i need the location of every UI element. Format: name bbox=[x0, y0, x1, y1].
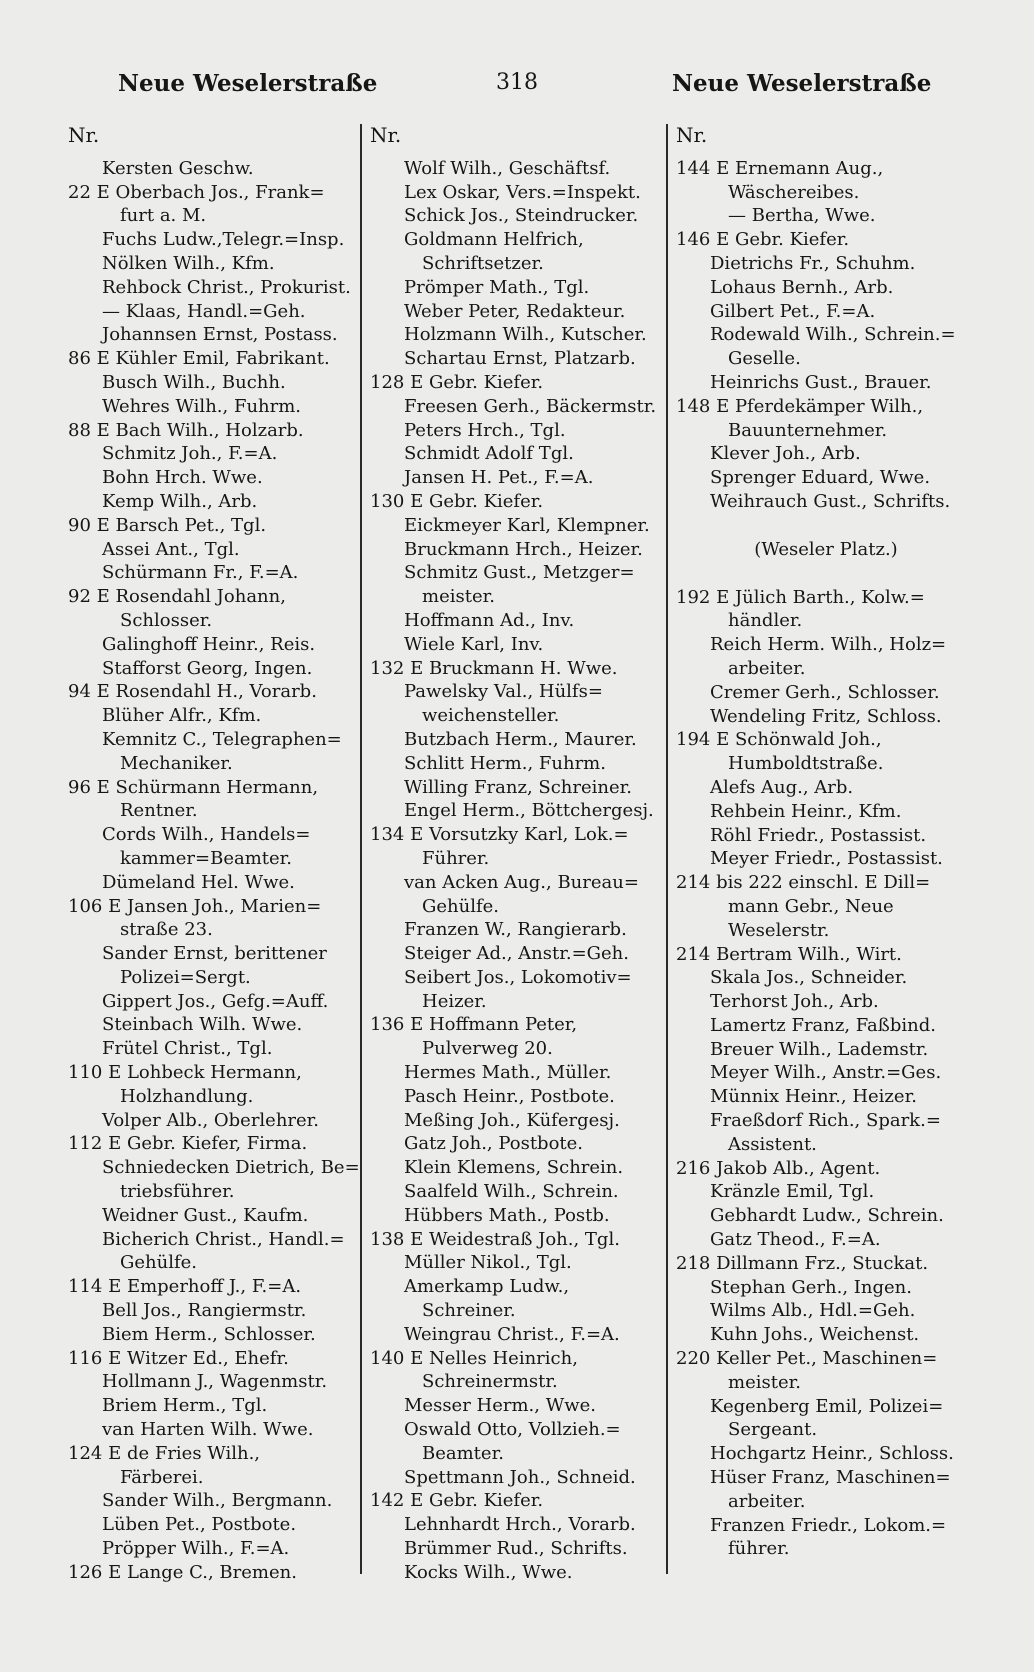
resident-entry: Assei Ant., Tgl. bbox=[102, 538, 240, 560]
entry-continuation: führer. bbox=[728, 1538, 790, 1560]
entry-continuation: triebsführer. bbox=[120, 1181, 235, 1203]
entry-continuation: Gehülfe. bbox=[422, 895, 500, 917]
resident-entry: Lüben Pet., Postbote. bbox=[102, 1514, 297, 1536]
resident-entry: Schürmann Fr., F.=A. bbox=[102, 562, 299, 584]
entry-continuation: Polizei=Sergt. bbox=[120, 966, 251, 988]
resident-entry: Bohn Hrch. Wwe. bbox=[102, 467, 263, 489]
resident-entry: Willing Franz, Schreiner. bbox=[404, 776, 633, 798]
resident-entry: Rodewald Wilh., Schrein.= bbox=[710, 324, 956, 346]
entry-continuation: Holzhandlung. bbox=[120, 1085, 254, 1107]
resident-entry: Volper Alb., Oberlehrer. bbox=[102, 1109, 320, 1131]
resident-entry: Lehnhardt Hrch., Vorarb. bbox=[404, 1514, 636, 1536]
entry-continuation: Humboldtstraße. bbox=[728, 753, 884, 775]
house-entry: 192 E Jülich Barth., Kolw.= bbox=[676, 586, 925, 608]
resident-entry: Sander Wilh., Bergmann. bbox=[102, 1490, 333, 1512]
house-entry: (Weseler Platz.) bbox=[754, 538, 898, 560]
resident-entry: van Harten Wilh. Wwe. bbox=[102, 1419, 314, 1441]
resident-entry: Lohaus Bernh., Arb. bbox=[710, 276, 894, 298]
resident-entry: Rehbock Christ., Prokurist. bbox=[102, 276, 351, 298]
resident-entry: Kemp Wilh., Arb. bbox=[102, 490, 258, 512]
resident-entry: Wendeling Fritz, Schloss. bbox=[710, 705, 942, 727]
house-entry: 132 E Bruckmann H. Wwe. bbox=[370, 657, 618, 679]
entry-continuation: Assistent. bbox=[728, 1133, 817, 1155]
entry-continuation: Gehülfe. bbox=[120, 1252, 198, 1274]
entry-continuation: meister. bbox=[422, 586, 495, 608]
entry-continuation: Sergeant. bbox=[728, 1419, 818, 1441]
resident-entry: Schmitz Gust., Metzger= bbox=[404, 562, 635, 584]
resident-entry: Hochgartz Heinr., Schloss. bbox=[710, 1443, 954, 1465]
resident-entry: Freesen Gerh., Bäckermstr. bbox=[404, 395, 657, 417]
house-entry: 194 E Schönwald Joh., bbox=[676, 729, 882, 751]
resident-entry: Biem Herm., Schlosser. bbox=[102, 1323, 316, 1345]
entry-continuation: arbeiter. bbox=[728, 657, 806, 679]
resident-entry: Wehres Wilh., Fuhrm. bbox=[102, 395, 302, 417]
column-2 bbox=[370, 124, 665, 1585]
resident-entry: Pröpper Wilh., F.=A. bbox=[102, 1538, 290, 1560]
resident-entry: Klever Joh., Arb. bbox=[710, 443, 861, 465]
entry-continuation: Färberei. bbox=[120, 1466, 204, 1488]
house-entry: 136 E Hoffmann Peter, bbox=[370, 1014, 578, 1036]
resident-entry: Dümeland Hel. Wwe. bbox=[102, 871, 295, 893]
entry-continuation: straße 23. bbox=[120, 919, 213, 941]
house-entry: 110 E Lohbeck Hermann, bbox=[68, 1062, 302, 1084]
resident-entry: Nölken Wilh., Kfm. bbox=[102, 252, 275, 274]
resident-entry: Hoffmann Ad., Inv. bbox=[404, 609, 575, 631]
resident-entry: Schick Jos., Steindrucker. bbox=[404, 205, 639, 227]
resident-entry: Hübbers Math., Postb. bbox=[404, 1204, 610, 1226]
resident-entry: Meyer Friedr., Postassist. bbox=[710, 848, 943, 870]
resident-entry: Schlitt Herm., Fuhrm. bbox=[404, 752, 606, 774]
entry-continuation: Heizer. bbox=[422, 990, 487, 1012]
entry-continuation: kammer=Beamter. bbox=[120, 847, 293, 869]
house-entry: 130 E Gebr. Kiefer. bbox=[370, 490, 544, 512]
resident-entry: Kemnitz C., Telegraphen= bbox=[102, 728, 342, 750]
resident-entry: Rehbein Heinr., Kfm. bbox=[710, 800, 902, 822]
resident-entry: van Acken Aug., Bureau= bbox=[404, 871, 639, 893]
resident-entry: Kuhn Johs., Weichenst. bbox=[710, 1324, 920, 1346]
resident-entry: Franzen Friedr., Lokom.= bbox=[710, 1514, 947, 1536]
resident-entry: Dietrichs Fr., Schuhm. bbox=[710, 252, 916, 274]
resident-entry: Gippert Jos., Gefg.=Auff. bbox=[102, 990, 329, 1012]
resident-entry: Gatz Joh., Postbote. bbox=[404, 1133, 584, 1155]
house-entry: 214 bis 222 einschl. E Dill= bbox=[676, 872, 931, 894]
resident-entry: Peters Hrch., Tgl. bbox=[404, 419, 566, 441]
house-entry: 94 E Rosendahl H., Vorarb. bbox=[68, 681, 317, 703]
resident-entry: Schniedecken Dietrich, Be= bbox=[102, 1157, 360, 1179]
resident-entry: Busch Wilh., Buchh. bbox=[102, 371, 286, 393]
entry-continuation: Bauunternehmer. bbox=[728, 419, 888, 441]
resident-entry: Galinghoff Heinr., Reis. bbox=[102, 633, 316, 655]
house-entry: 134 E Vorsutzky Karl, Lok.= bbox=[370, 824, 629, 846]
resident-entry: Fuchs Ludw.,Telegr.=Insp. bbox=[102, 229, 345, 251]
house-entry: 140 E Nelles Heinrich, bbox=[370, 1347, 578, 1369]
resident-entry: Holzmann Wilh., Kutscher. bbox=[404, 324, 647, 346]
house-entry: 90 E Barsch Pet., Tgl. bbox=[68, 514, 267, 536]
resident-entry: Blüher Alfr., Kfm. bbox=[102, 705, 262, 727]
column-nr-heading: Nr. bbox=[370, 123, 402, 147]
house-entry: 148 E Pferdekämper Wilh., bbox=[676, 395, 924, 417]
resident-entry: Heinrichs Gust., Brauer. bbox=[710, 371, 932, 393]
resident-entry: Wiele Karl, Inv. bbox=[404, 633, 544, 655]
column-divider-1 bbox=[360, 124, 362, 1574]
resident-entry: Reich Herm. Wilh., Holz= bbox=[710, 634, 947, 656]
resident-entry: Brümmer Rud., Schrifts. bbox=[404, 1538, 628, 1560]
column-divider-2 bbox=[666, 124, 668, 1574]
resident-entry: Lamertz Franz, Faßbind. bbox=[710, 1014, 936, 1036]
resident-entry: Amerkamp Ludw., bbox=[404, 1276, 570, 1298]
entry-continuation: meister. bbox=[728, 1371, 801, 1393]
resident-entry: Wolf Wilh., Geschäftsf. bbox=[404, 157, 611, 179]
house-entry: 92 E Rosendahl Johann, bbox=[68, 586, 286, 608]
resident-entry: Spettmann Joh., Schneid. bbox=[404, 1466, 636, 1488]
resident-entry: Franzen W., Rangierarb. bbox=[404, 919, 627, 941]
house-entry: 144 E Ernemann Aug., bbox=[676, 157, 884, 179]
entry-continuation: — Bertha, Wwe. bbox=[728, 205, 876, 227]
house-entry: 142 E Gebr. Kiefer. bbox=[370, 1490, 544, 1512]
resident-entry: Weihrauch Gust., Schrifts. bbox=[710, 490, 951, 512]
resident-entry: Skala Jos., Schneider. bbox=[710, 967, 908, 989]
resident-entry: Kegenberg Emil, Polizei= bbox=[710, 1395, 944, 1417]
entry-continuation: händler. bbox=[728, 610, 803, 632]
resident-entry: Bell Jos., Rangiermstr. bbox=[102, 1300, 307, 1322]
resident-entry: Steiger Ad., Anstr.=Geh. bbox=[404, 943, 629, 965]
house-entry: 22 E Oberbach Jos., Frank= bbox=[68, 181, 325, 203]
resident-entry: Stephan Gerh., Ingen. bbox=[710, 1276, 912, 1298]
header-right-title: Neue Weselerstraße bbox=[672, 70, 932, 97]
column-1 bbox=[68, 124, 360, 1585]
resident-entry: Pawelsky Val., Hülfs= bbox=[404, 681, 603, 703]
entry-continuation: Mechaniker. bbox=[120, 752, 233, 774]
resident-entry: Sprenger Eduard, Wwe. bbox=[710, 467, 931, 489]
house-entry: 114 E Emperhoff J., F.=A. bbox=[68, 1276, 302, 1298]
house-entry: 116 E Witzer Ed., Ehefr. bbox=[68, 1347, 289, 1369]
entry-continuation: Wäschereibes. bbox=[728, 181, 860, 203]
resident-entry: Kocks Wilh., Wwe. bbox=[404, 1561, 573, 1583]
house-entry: 126 E Lange C., Bremen. bbox=[68, 1561, 297, 1583]
resident-entry: Hermes Math., Müller. bbox=[404, 1062, 612, 1084]
entry-continuation: mann Gebr., Neue bbox=[728, 895, 894, 917]
resident-entry: Terhorst Joh., Arb. bbox=[710, 991, 879, 1013]
house-entry: 128 E Gebr. Kiefer. bbox=[370, 371, 544, 393]
resident-entry: Briem Herm., Tgl. bbox=[102, 1395, 268, 1417]
entry-continuation: Führer. bbox=[422, 847, 490, 869]
resident-entry: Cremer Gerh., Schlosser. bbox=[710, 681, 940, 703]
resident-entry: Klein Klemens, Schrein. bbox=[404, 1157, 624, 1179]
resident-entry: Frütel Christ., Tgl. bbox=[102, 1038, 273, 1060]
resident-entry: Seibert Jos., Lokomotiv= bbox=[404, 966, 632, 988]
resident-entry: Oswald Otto, Vollzieh.= bbox=[404, 1419, 621, 1441]
resident-entry: Steinbach Wilh. Wwe. bbox=[102, 1014, 303, 1036]
resident-entry: Schmitz Joh., F.=A. bbox=[102, 443, 278, 465]
resident-entry: Pasch Heinr., Postbote. bbox=[404, 1085, 615, 1107]
resident-entry: Lex Oskar, Vers.=Inspekt. bbox=[404, 181, 641, 203]
resident-entry: Breuer Wilh., Lademstr. bbox=[710, 1038, 929, 1060]
resident-entry: Kränzle Emil, Tgl. bbox=[710, 1181, 875, 1203]
resident-entry: Bruckmann Hrch., Heizer. bbox=[404, 538, 643, 560]
entry-continuation: Rentner. bbox=[120, 800, 198, 822]
resident-entry: Fraeßdorf Rich., Spark.= bbox=[710, 1110, 941, 1132]
resident-entry: Schartau Ernst, Platzarb. bbox=[404, 348, 636, 370]
house-entry: 214 Bertram Wilh., Wirt. bbox=[676, 943, 902, 965]
house-entry: 138 E Weidestraß Joh., Tgl. bbox=[370, 1228, 620, 1250]
column-nr-heading: Nr. bbox=[676, 123, 708, 147]
resident-entry: Weber Peter, Redakteur. bbox=[404, 300, 626, 322]
resident-entry: Weidner Gust., Kaufm. bbox=[102, 1204, 309, 1226]
column-nr-heading: Nr. bbox=[68, 123, 100, 147]
resident-entry: Saalfeld Wilh., Schrein. bbox=[404, 1181, 619, 1203]
entry-continuation: furt a. M. bbox=[120, 205, 207, 227]
resident-entry: Jansen H. Pet., F.=A. bbox=[404, 467, 594, 489]
resident-entry: Münnix Heinr., Heizer. bbox=[710, 1086, 917, 1108]
resident-entry: Meyer Wilh., Anstr.=Ges. bbox=[710, 1062, 942, 1084]
header-left-title: Neue Weselerstraße bbox=[118, 70, 378, 97]
resident-entry: Weingrau Christ., F.=A. bbox=[404, 1323, 620, 1345]
resident-entry: Müller Nikol., Tgl. bbox=[404, 1252, 572, 1274]
resident-entry: — Klaas, Handl.=Geh. bbox=[102, 300, 306, 322]
house-entry: 96 E Schürmann Hermann, bbox=[68, 776, 319, 798]
resident-entry: Cords Wilh., Handels= bbox=[102, 824, 311, 846]
entry-continuation: Schreinermstr. bbox=[422, 1371, 558, 1393]
resident-entry: Hollmann J., Wagenmstr. bbox=[102, 1371, 328, 1393]
entry-continuation: Pulverweg 20. bbox=[422, 1038, 553, 1060]
resident-entry: Stafforst Georg, Ingen. bbox=[102, 657, 313, 679]
page-number: 318 bbox=[496, 70, 538, 95]
entry-continuation: weichensteller. bbox=[422, 705, 560, 727]
resident-entry: Kersten Geschw. bbox=[102, 157, 254, 179]
entry-continuation: Geselle. bbox=[728, 348, 801, 370]
entry-continuation: Schriftsetzer. bbox=[422, 252, 544, 274]
entry-continuation: Schlosser. bbox=[120, 609, 213, 631]
house-entry: 124 E de Fries Wilh., bbox=[68, 1442, 261, 1464]
house-entry: 88 E Bach Wilh., Holzarb. bbox=[68, 419, 304, 441]
resident-entry: Gebhardt Ludw., Schrein. bbox=[710, 1205, 944, 1227]
house-entry: 220 Keller Pet., Maschinen= bbox=[676, 1348, 938, 1370]
resident-entry: Hüser Franz, Maschinen= bbox=[710, 1467, 951, 1489]
entry-continuation: Schreiner. bbox=[422, 1300, 516, 1322]
resident-entry: Engel Herm., Böttchergesj. bbox=[404, 800, 654, 822]
house-entry: 216 Jakob Alb., Agent. bbox=[676, 1157, 881, 1179]
entry-continuation: arbeiter. bbox=[728, 1490, 806, 1512]
house-entry: 112 E Gebr. Kiefer, Firma. bbox=[68, 1133, 308, 1155]
entry-continuation: Weselerstr. bbox=[728, 919, 830, 941]
resident-entry: Eickmeyer Karl, Klempner. bbox=[404, 514, 650, 536]
resident-entry: Gatz Theod., F.=A. bbox=[710, 1229, 881, 1251]
resident-entry: Wilms Alb., Hdl.=Geh. bbox=[710, 1300, 916, 1322]
column-3 bbox=[676, 124, 976, 1561]
resident-entry: Johannsen Ernst, Postass. bbox=[102, 324, 338, 346]
resident-entry: Gilbert Pet., F.=A. bbox=[710, 300, 876, 322]
resident-entry: Schmidt Adolf Tgl. bbox=[404, 443, 574, 465]
resident-entry: Butzbach Herm., Maurer. bbox=[404, 728, 637, 750]
house-entry: 106 E Jansen Joh., Marien= bbox=[68, 895, 322, 917]
resident-entry: Meßing Joh., Küfergesj. bbox=[404, 1109, 620, 1131]
entry-continuation: Beamter. bbox=[422, 1442, 504, 1464]
house-entry: 146 E Gebr. Kiefer. bbox=[676, 229, 850, 251]
house-entry: 218 Dillmann Frz., Stuckat. bbox=[676, 1252, 929, 1274]
resident-entry: Prömper Math., Tgl. bbox=[404, 276, 590, 298]
resident-entry: Goldmann Helfrich, bbox=[404, 229, 584, 251]
resident-entry: Bicherich Christ., Handl.= bbox=[102, 1228, 345, 1250]
resident-entry: Alefs Aug., Arb. bbox=[710, 776, 854, 798]
resident-entry: Sander Ernst, berittener bbox=[102, 943, 327, 965]
house-entry: 86 E Kühler Emil, Fabrikant. bbox=[68, 348, 330, 370]
resident-entry: Messer Herm., Wwe. bbox=[404, 1395, 597, 1417]
resident-entry: Röhl Friedr., Postassist. bbox=[710, 824, 927, 846]
